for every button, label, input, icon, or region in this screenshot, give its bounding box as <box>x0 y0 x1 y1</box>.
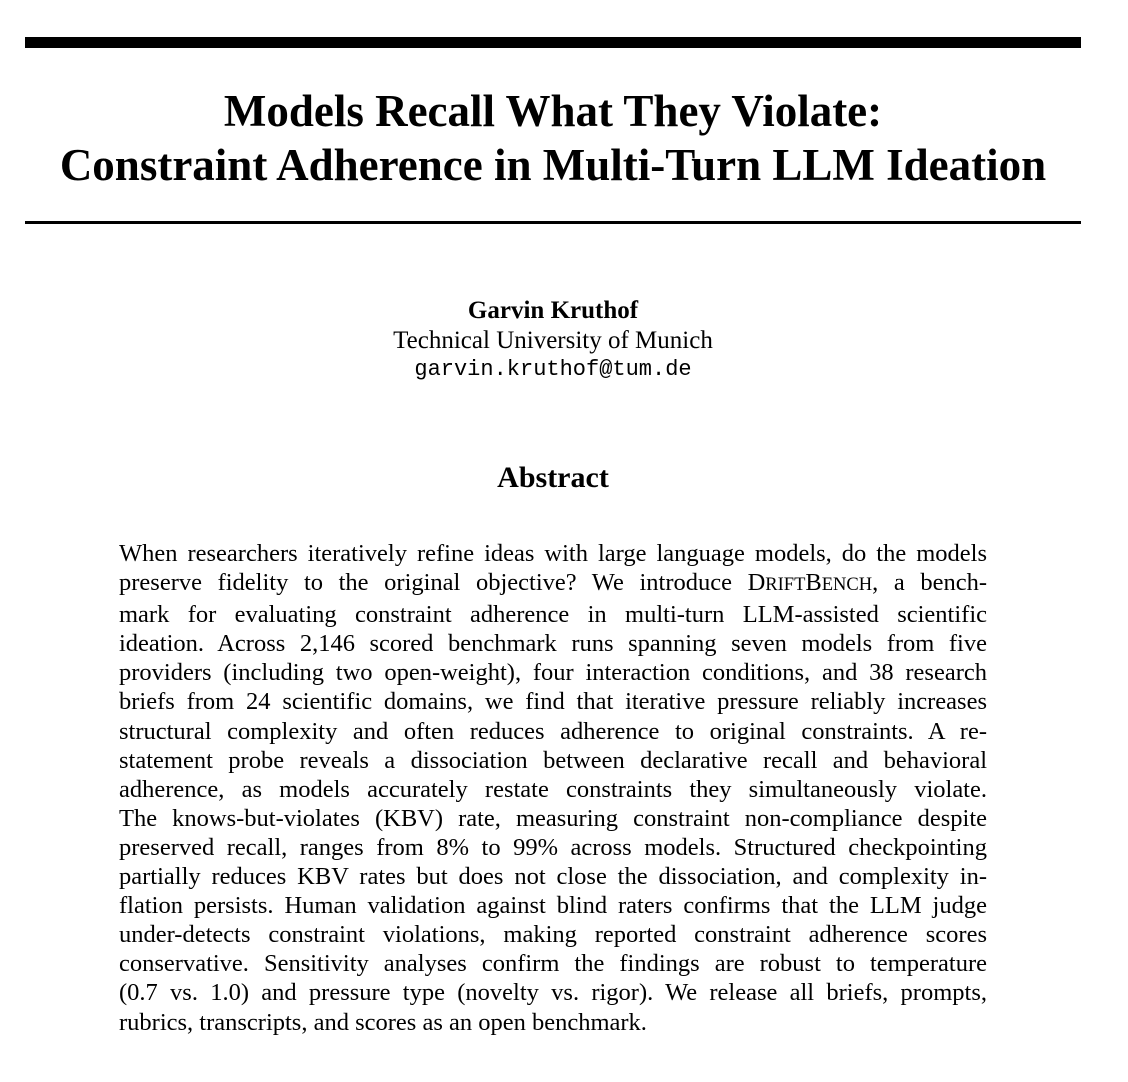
abstract-line: briefs from 24 scientific domains, we find that iterative pressure reliably increases <box>119 688 987 716</box>
abstract-line: under-detects constraint violations, making reported constraint adherence scores <box>119 921 987 949</box>
top-rule <box>25 37 1081 48</box>
benchmark-name: DRIFTBENCH <box>747 569 873 597</box>
abstract-line: adherence, as models accurately restate constraints they simultaneously violate. <box>119 775 987 803</box>
abstract-body <box>119 539 987 1037</box>
title-line-1: Models Recall What They Violate: <box>223 86 883 136</box>
author-block <box>25 296 1081 385</box>
abstract-line: preserved recall, ranges from 8% to 99% across models. Structured checkpointing <box>119 833 987 861</box>
abstract-line: conservative. Sensitivity analyses confirm the findings are robust to temperature <box>119 950 987 978</box>
abstract-line: rubrics, transcripts, and scores as an open benchmark. <box>119 1008 647 1036</box>
abstract-line: statement probe reveals a dissociation between declarative recall and behavioral <box>119 746 987 774</box>
abstract-line: providers (including two open-weight), four interaction conditions, and 38 research <box>119 659 987 687</box>
abstract-line: When researchers iteratively refine ideas with large language models, do the models <box>119 540 987 567</box>
abstract-line: The knows-but-violates (KBV) rate, measuring constraint non-compliance despite <box>119 804 987 832</box>
abstract-line: mark for evaluating constraint adherence in multi-turn LLM-assisted scientific <box>119 601 987 629</box>
abstract-line: partially reduces KBV rates but does not close the dissociation, and complexity in- <box>119 863 987 891</box>
author-name: Garvin Kruthof <box>467 297 639 324</box>
title-line-2: Constraint Adherence in Multi-Turn LLM Ideation <box>59 140 1047 190</box>
author-affiliation: Technical University of Munich <box>393 327 713 354</box>
abstract-line: flation persists. Human validation against blind raters confirms that the LLM judge <box>119 892 987 920</box>
author-email: garvin.kruthof@tum.de <box>414 357 692 382</box>
abstract-line: (0.7 vs. 1.0) and pressure type (novelty vs. rigor). We release all briefs, prompts, <box>119 979 987 1007</box>
abstract-heading: Abstract <box>497 461 609 494</box>
bottom-rule <box>25 221 1081 224</box>
abstract-line: preserve fidelity to the original objective? We introduce DRIFTBENCH, a bench- <box>119 569 987 597</box>
paper-title <box>25 84 1081 192</box>
abstract-line: ideation. Across 2,146 scored benchmark runs spanning seven models from five <box>119 630 987 658</box>
abstract-line: structural complexity and often reduces adherence to original constraints. A re- <box>119 717 987 745</box>
